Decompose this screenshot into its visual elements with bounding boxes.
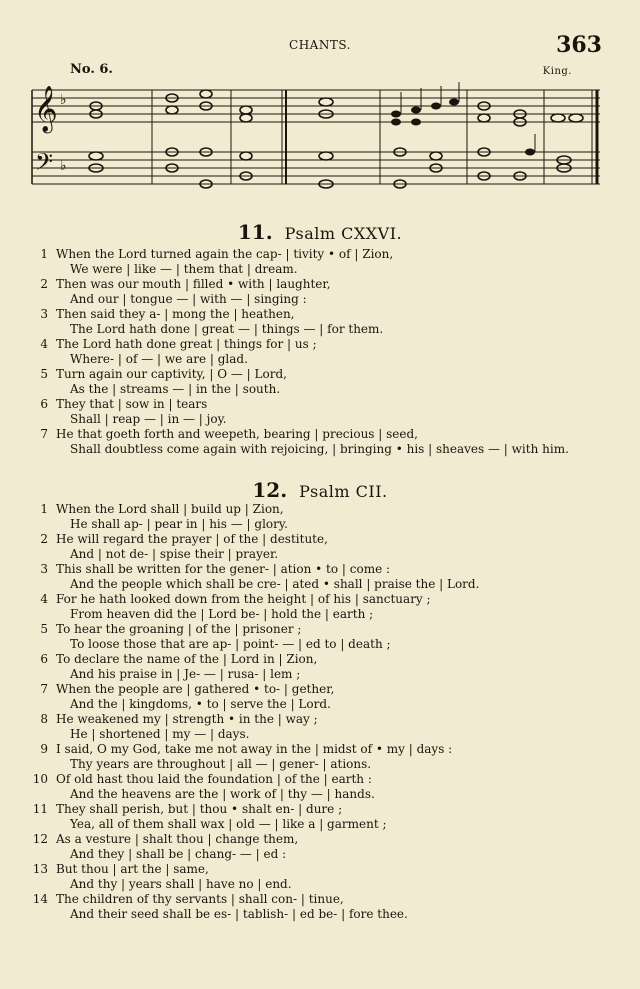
verse: [28, 277, 618, 307]
verse-line-1: Turn again our captivity, | O — | Lord,: [56, 367, 287, 381]
composer-name: King.: [542, 66, 572, 77]
verse-line-2: Shall | reap — | in — | joy.: [70, 412, 227, 426]
verse-line-1: Then was our mouth | filled • with | laughter,: [56, 277, 331, 291]
verse-line-1: He weakened my | strength • in the | way ;: [56, 712, 318, 726]
chant-score-icon: [26, 82, 606, 194]
verse-line-1: As a vesture | shalt thou | change them,: [56, 832, 299, 846]
verse-line-2: From heaven did the | Lord be- | hold the | earth ;: [70, 607, 374, 621]
verse-line-2: And | not de- | spise their | prayer.: [70, 547, 279, 561]
verse-line-1: To hear the groaning | of the | prisoner ;: [56, 622, 302, 636]
verse-line-1: The children of thy servants | shall con- | tinue,: [56, 892, 344, 906]
verse: [28, 592, 618, 622]
verse-number: 4: [40, 337, 48, 351]
verse-line-1: They that | sow in | tears: [56, 397, 208, 411]
verse-line-2: And their seed shall be es- | tablish- | ed be- | fore thee.: [70, 907, 408, 921]
verse-number: 13: [32, 862, 48, 876]
verse-number: 2: [40, 277, 48, 291]
verse: [28, 247, 618, 277]
verse-number: 1: [40, 247, 48, 261]
verse-number: 4: [40, 592, 48, 606]
verse-line-1: When the Lord turned again the cap- | tivity • of | Zion,: [56, 247, 394, 261]
verse-line-2: And thy | years shall | have no | end.: [70, 877, 292, 891]
verse: [28, 712, 618, 742]
verse-line-2: And the people which shall be cre- | ated • shall | praise the | Lord.: [70, 577, 480, 591]
psalm-title-11: [0, 220, 640, 244]
verse-line-2: Yea, all of them shall wax | old — | like a | garment ;: [70, 817, 387, 831]
verse-line-1: When the Lord shall | build up | Zion,: [56, 502, 284, 516]
verse: [28, 562, 618, 592]
verse-number: 9: [40, 742, 48, 756]
verse: [28, 652, 618, 682]
verse-line-1: He will regard the prayer | of the | destitute,: [56, 532, 328, 546]
page-number: 363: [556, 32, 602, 58]
verse: [28, 367, 618, 397]
verse-number: 1: [40, 502, 48, 516]
svg-text:𝄢: 𝄢: [35, 148, 54, 181]
verse: [28, 502, 618, 532]
verse: [28, 427, 618, 457]
verse-number: 3: [40, 307, 48, 321]
svg-text:♭: ♭: [60, 92, 67, 108]
verse-line-2: We were | like — | them that | dream.: [70, 262, 298, 276]
verse-number: 5: [40, 367, 48, 381]
verse-line-1: Then said they a- | mong the | heathen,: [56, 307, 295, 321]
verse-line-1: Of old hast thou laid the foundation | of the | earth :: [56, 772, 372, 786]
verse-line-1: But thou | art the | same,: [56, 862, 209, 876]
verse-number: 8: [40, 712, 48, 726]
svg-text:♭: ♭: [60, 158, 67, 174]
section-number: 12.: [252, 478, 288, 502]
verse: [28, 307, 618, 337]
verse-line-1: I said, O my God, take me not away in the | midst of • my | days :: [56, 742, 453, 756]
verse: [28, 892, 618, 922]
verse-number: 5: [40, 622, 48, 636]
section-title: Psalm CII.: [299, 482, 388, 501]
verse-line-1: The Lord hath done great | things for | us ;: [56, 337, 317, 351]
verse-number: 3: [40, 562, 48, 576]
verse-number: 14: [32, 892, 48, 906]
verse-line-2: Thy years are throughout | all — | gener- | ations.: [70, 757, 372, 771]
section-title: Psalm CXXVI.: [284, 224, 403, 243]
verse: [28, 532, 618, 562]
verse-line-2: Where- | of — | we are | glad.: [70, 352, 248, 366]
verse-number: 11: [32, 802, 48, 816]
verse: [28, 802, 618, 832]
verse: [28, 397, 618, 427]
verse-line-2: He shall ap- | pear in | his — | glory.: [70, 517, 288, 531]
verse-line-2: And the | kingdoms, • to | serve the | Lord.: [70, 697, 331, 711]
verse: [28, 832, 618, 862]
verse: [28, 742, 618, 772]
verse-line-1: When the people are | gathered • to- | gether,: [56, 682, 335, 696]
verse-line-2: And they | shall be | chang- — | ed :: [70, 847, 287, 861]
verse-line-2: He | shortened | my — | days.: [70, 727, 250, 741]
verse-number: 2: [40, 532, 48, 546]
verse-line-2: And his praise in | Je- — | rusa- | lem ;: [70, 667, 301, 681]
verse-line-2: To loose those that are ap- | point- — | ed to | death ;: [70, 637, 391, 651]
verse-line-2: Shall doubtless come again with rejoicing, | bringing • his | sheaves — | with him.: [70, 442, 569, 456]
running-title: CHANTS.: [289, 38, 351, 52]
psalm-126-verses: [28, 247, 618, 457]
verse-number: 7: [40, 682, 48, 696]
svg-text:𝄞: 𝄞: [34, 86, 58, 132]
verse-line-2: And our | tongue — | with — | singing :: [70, 292, 307, 306]
verse: [28, 772, 618, 802]
verse: [28, 622, 618, 652]
verse: [28, 337, 618, 367]
psalm-102-verses: [28, 502, 618, 922]
verse-line-1: For he hath looked down from the height | of his | sanctuary ;: [56, 592, 431, 606]
verse-line-2: And the heavens are the | work of | thy — | hands.: [70, 787, 375, 801]
verse-line-1: They shall perish, but | thou • shalt en- | dure ;: [56, 802, 343, 816]
psalm-title-12: [0, 478, 640, 502]
verse-line-1: He that goeth forth and weepeth, bearing | precious | seed,: [56, 427, 418, 441]
verse-number: 7: [40, 427, 48, 441]
verse-line-2: The Lord hath done | great — | things — | for them.: [70, 322, 384, 336]
section-number: 11.: [237, 220, 273, 244]
verse-number: 10: [32, 772, 48, 786]
verse-number: 12: [32, 832, 48, 846]
verse-number: 6: [40, 397, 48, 411]
verse-line-1: To declare the name of the | Lord in | Zion,: [56, 652, 318, 666]
verse-line-1: This shall be written for the gener- | ation • to | come :: [56, 562, 391, 576]
chant-number: No. 6.: [70, 62, 113, 77]
verse-line-2: As the | streams — | in the | south.: [70, 382, 281, 396]
verse-number: 6: [40, 652, 48, 666]
verse: [28, 862, 618, 892]
verse: [28, 682, 618, 712]
